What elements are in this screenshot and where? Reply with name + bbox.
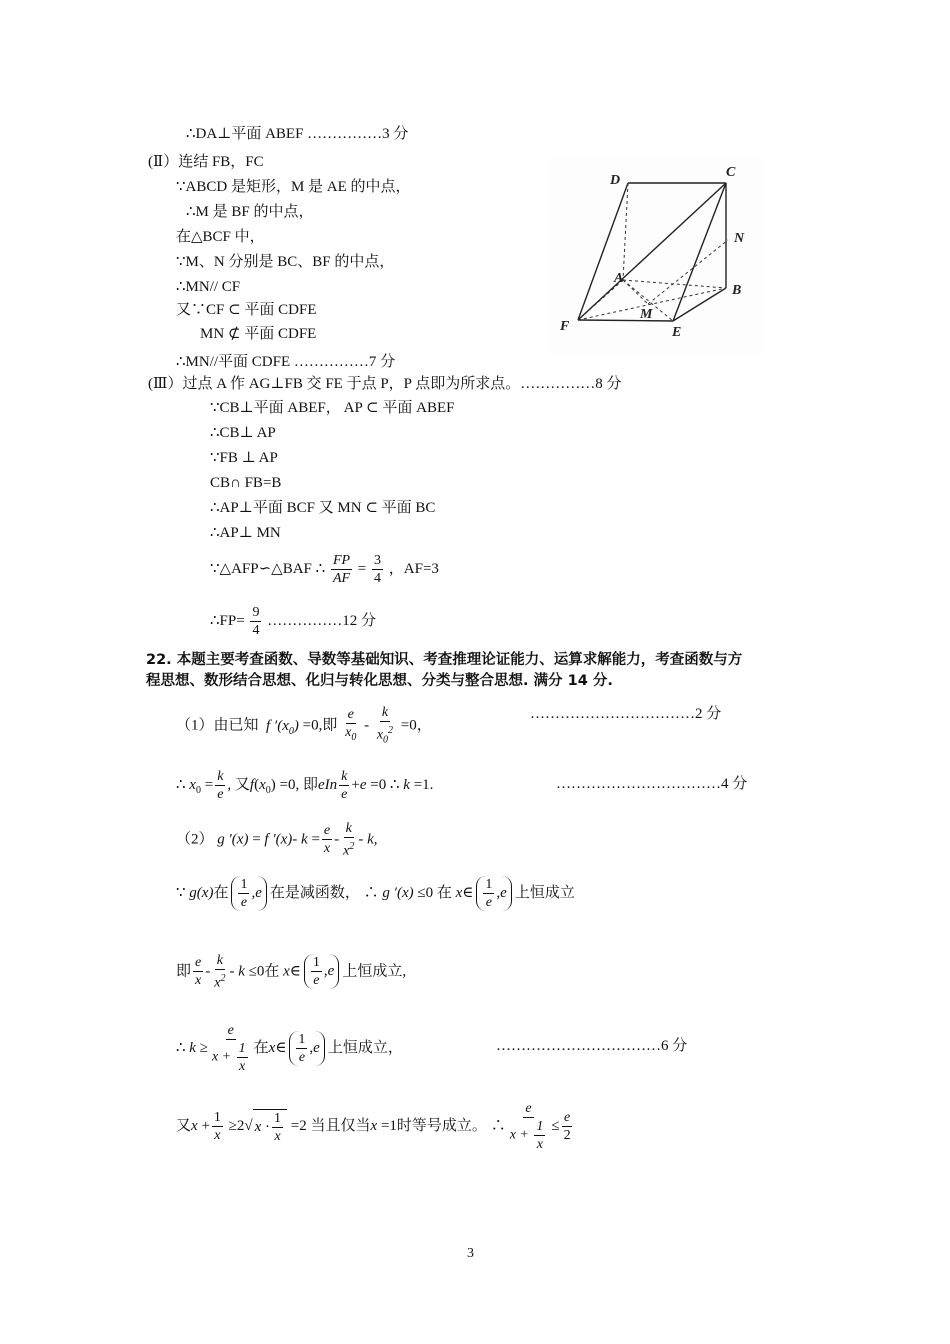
proof-line-13: ∴CB⊥ AP [210, 425, 276, 441]
label-F: F [560, 319, 570, 334]
proof-line-5: 在△BCF 中， [176, 229, 265, 245]
am-gm-line: 又x + $\frac{1}{x}$ ≥2√ x · $\frac{1}{x}$ =2 当且仅当x =1时等号成立。 ∴ e x + $\frac{1}{x}$ ≤ $\frac{e}{2}$ [176, 1101, 571, 1152]
part-2-line: （2） g ′(x) = f ′(x)- k = $\frac{e}{x}$ - $\frac{k}{x^2}$ - k, [176, 821, 378, 859]
problem-22-heading-2: 程思想、数形结合思想、化归与转化思想、分类与整合思想. 满分 14 分. [146, 673, 613, 689]
score-6: ……………………………6 分 [496, 1038, 688, 1054]
similar-triangles-line: ∵△AFP∽△BAF ∴ $\frac{FP}{AF}$ = $\frac{3}{4}$ ，AF=3 [210, 553, 439, 586]
proof-line-3: ∵ABCD 是矩形，M 是 AE 的中点， [176, 179, 411, 195]
fp-result-line: ∴FP= $\frac{9}{4}$ ……………12 分 [210, 605, 376, 638]
proof-line-8: 又∵CF ⊂ 平面 CDFE [176, 302, 317, 318]
decreasing-line: ∵ g(x)在 $\frac{1}{e}$ ,e 在是减函数， ∴ g ′(x) ≤0 在 x∈ $\frac{1}{e}$ ,e 上恒成立 [176, 877, 575, 910]
proof-line-1: ∴DA⊥平面 ABEF ……………3 分 [186, 126, 409, 142]
proof-line-12: ∵CB⊥平面 ABEF， AP ⊂ 平面 ABEF [210, 400, 455, 416]
proof-line-4: ∴M 是 BF 的中点， [186, 204, 314, 220]
label-A: A [614, 271, 624, 286]
proof-line-14: ∵FB ⊥ AP [210, 450, 278, 466]
inequality-line: 即 $\frac{e}{x}$ - $\frac{k}{x^2}$ - k ≤0在 x∈ $\frac{1}{e}$ ,e 上恒成立, [176, 953, 407, 991]
proof-line-15: CB∩ FB=B [210, 475, 282, 491]
part-1-line: （1）由已知 f $'(x_0) =0$,即 $\frac{e}{x_0}$ - $\frac{k}{x_0^2}$ =0， [176, 705, 432, 746]
label-N: N [734, 231, 745, 246]
proof-line-9: MN ⊄ 平面 CDFE [200, 326, 317, 342]
score-2: ……………………………2 分 [530, 706, 722, 722]
proof-line-10: ∴MN//平面 CDFE ……………7 分 [176, 354, 396, 370]
proof-line-7: ∴MN// CF [176, 279, 241, 295]
label-M: M [640, 307, 653, 322]
geometry-figure [548, 158, 764, 354]
score-4: ……………………………4 分 [556, 776, 748, 792]
proof-line-16: ∴AP⊥平面 BCF 又 MN ⊂ 平面 BC [210, 500, 436, 516]
label-B: B [732, 283, 742, 298]
label-C: C [726, 165, 736, 180]
page-number: 3 [467, 1246, 474, 1261]
proof-line-17: ∴AP⊥ MN [210, 525, 281, 541]
part-3-heading: (Ⅲ）过点 A 作 AG⊥FB 交 FE 于点 P，P 点即为所求点。……………8 分 [148, 376, 622, 392]
label-D: D [610, 173, 621, 188]
problem-22-heading-1: 22. 本题主要考查函数、导数等基础知识、考查推理论证能力、运算求解能力，考查函数与方 [146, 652, 743, 668]
k-bound-line: ∴ k ≥ e x + $\frac{1}{x}$ 在x∈ $\frac{1}{e}$ ,e 上恒成立， [176, 1023, 403, 1074]
label-E: E [672, 325, 682, 340]
proof-line-6: ∵M、N 分别是 BC、BF 的中点， [176, 254, 395, 270]
part-1-result: ∴ $x_0$ = $\frac{k}{e}$ , 又$f(x_0) =0$, 即eIn $\frac{k}{e}$ +e =0 ∴ k =1. [176, 769, 434, 802]
part-2-heading: (Ⅱ）连结 FB，FC [148, 154, 264, 170]
